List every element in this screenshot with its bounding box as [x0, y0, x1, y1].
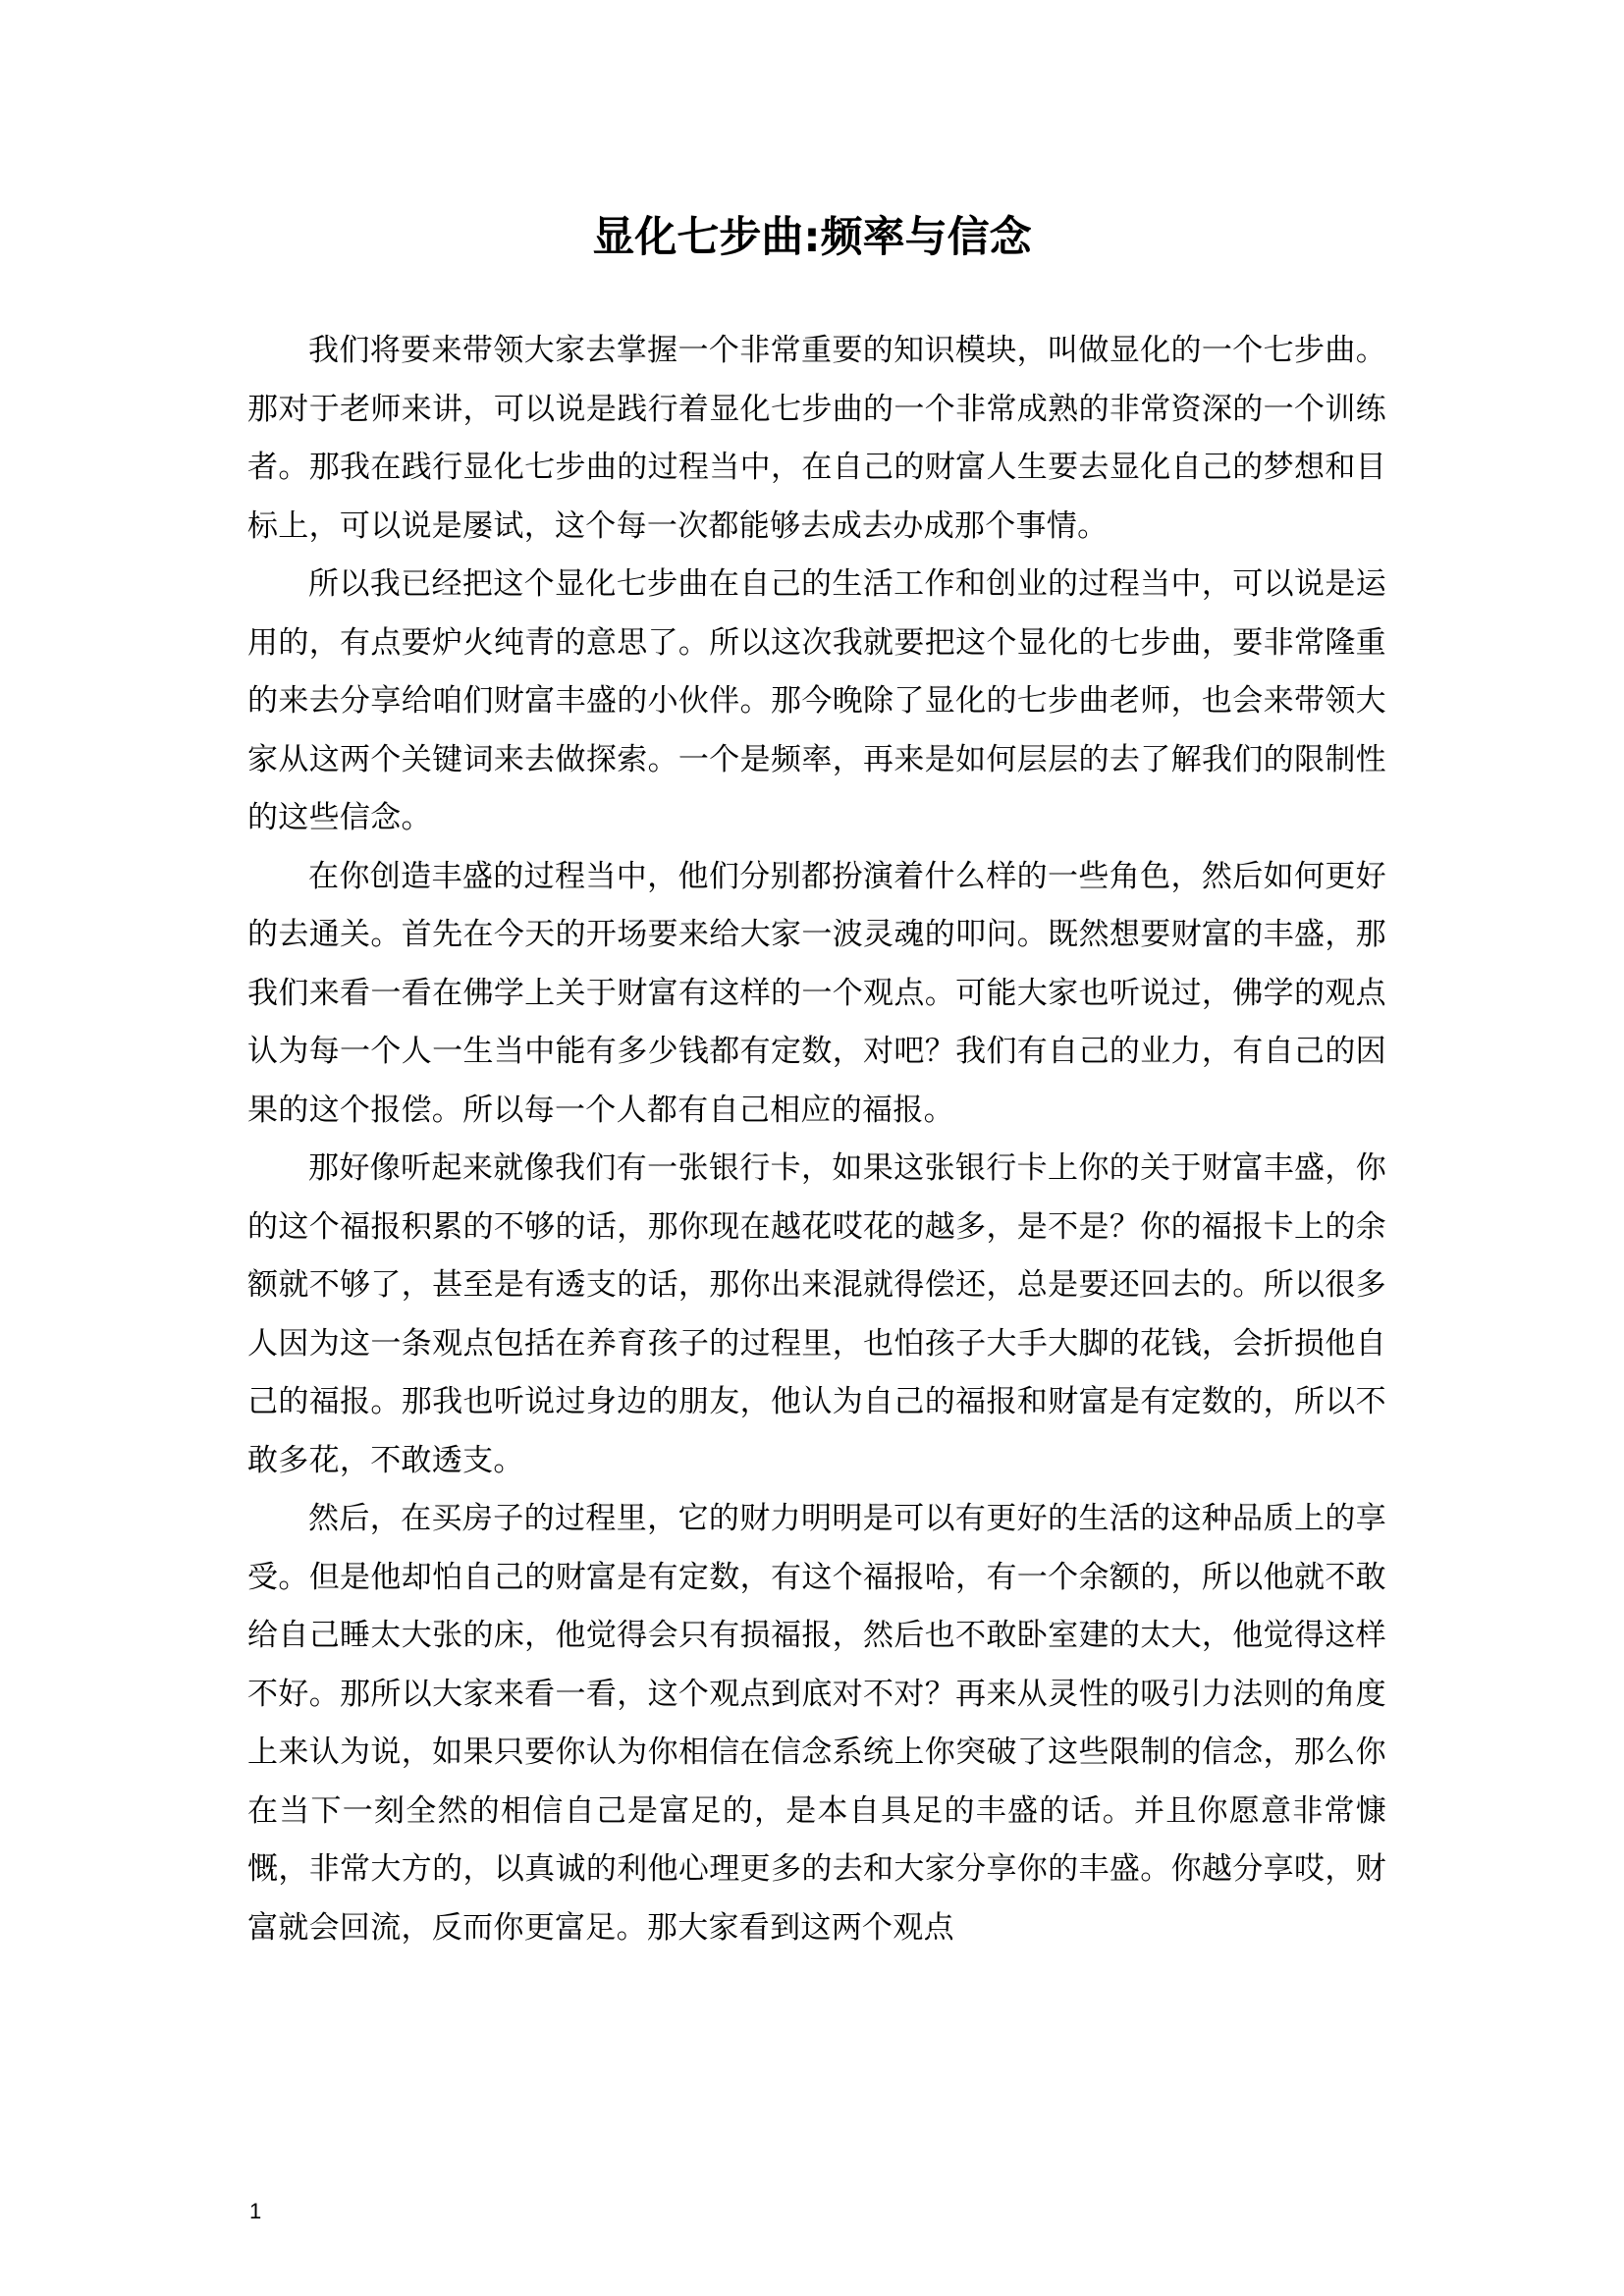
- page-number: 1: [249, 2199, 262, 2223]
- paragraph-2: 所以我已经把这个显化七步曲在自己的生活工作和创业的过程当中，可以说是运用的，有点要炉火纯青的意思了。所以这次我就要把这个显化的七步曲，要非常隆重的来去分享给咱们财富丰盛的小伙伴。那今晚除了显化的七步曲老师，也会来带领大家从这两个关键词来去做探索。一个是频率，再来是如何层层的去了解我们的限制性的这些信念。: [247, 566, 1386, 835]
- paragraph-3: 在你创造丰盛的过程当中，他们分别都扮演着什么样的一些角色，然后如何更好的去通关。首先在今天的开场要来给大家一波灵魂的叩问。既然想要财富的丰盛，那我们来看一看在佛学上关于财富有这样的一个观点。可能大家也听说过，佛学的观点认为每一个人一生当中能有多少钱都有定数，对吧？我们有自己的业力，有自己的因果的这个报偿。所以每一个人都有自己相应的福报。: [247, 858, 1386, 1128]
- document-body: [247, 322, 1386, 1957]
- paragraph-4: 那好像听起来就像我们有一张银行卡，如果这张银行卡上你的关于财富丰盛，你的这个福报积累的不够的话，那你现在越花哎花的越多，是不是？你的福报卡上的余额就不够了，甚至是有透支的话，那你出来混就得偿还，总是要还回去的。所以很多人因为这一条观点包括在养育孩子的过程里，也怕孩子大手大脚的花钱，会折损他自己的福报。那我也听说过身边的朋友，他认为自己的福报和财富是有定数的，所以不敢多花，不敢透支。: [247, 1150, 1386, 1478]
- page-title: 显化七步曲:频率与信念: [592, 213, 1032, 262]
- paragraph-1: 我们将要来带领大家去掌握一个非常重要的知识模块，叫做显化的一个七步曲。那对于老师来讲，可以说是践行着显化七步曲的一个非常成熟的非常资深的一个训练者。那我在践行显化七步曲的过程当中，在自己的财富人生要去显化自己的梦想和目标上，可以说是屡试，这个每一次都能够去成去办成那个事情。: [247, 333, 1386, 544]
- paragraph-5: 然后，在买房子的过程里，它的财力明明是可以有更好的生活的这种品质上的享受。但是他却怕自己的财富是有定数，有这个福报哈，有一个余额的，所以他就不敢给自己睡太大张的床，他觉得会只有损福报，然后也不敢卧室建的太大，他觉得这样不好。那所以大家来看一看，这个观点到底对不对？再来从灵性的吸引力法则的角度上来认为说，如果只要你认为你相信在信念系统上你突破了这些限制的信念，那么你在当下一刻全然的相信自己是富足的，是本自具足的丰盛的话。并且你愿意非常慷慨，非常大方的，以真诚的利他心理更多的去和大家分享你的丰盛。你越分享哎，财富就会回流，反而你更富足。那大家看到这两个观点: [247, 1501, 1386, 1946]
